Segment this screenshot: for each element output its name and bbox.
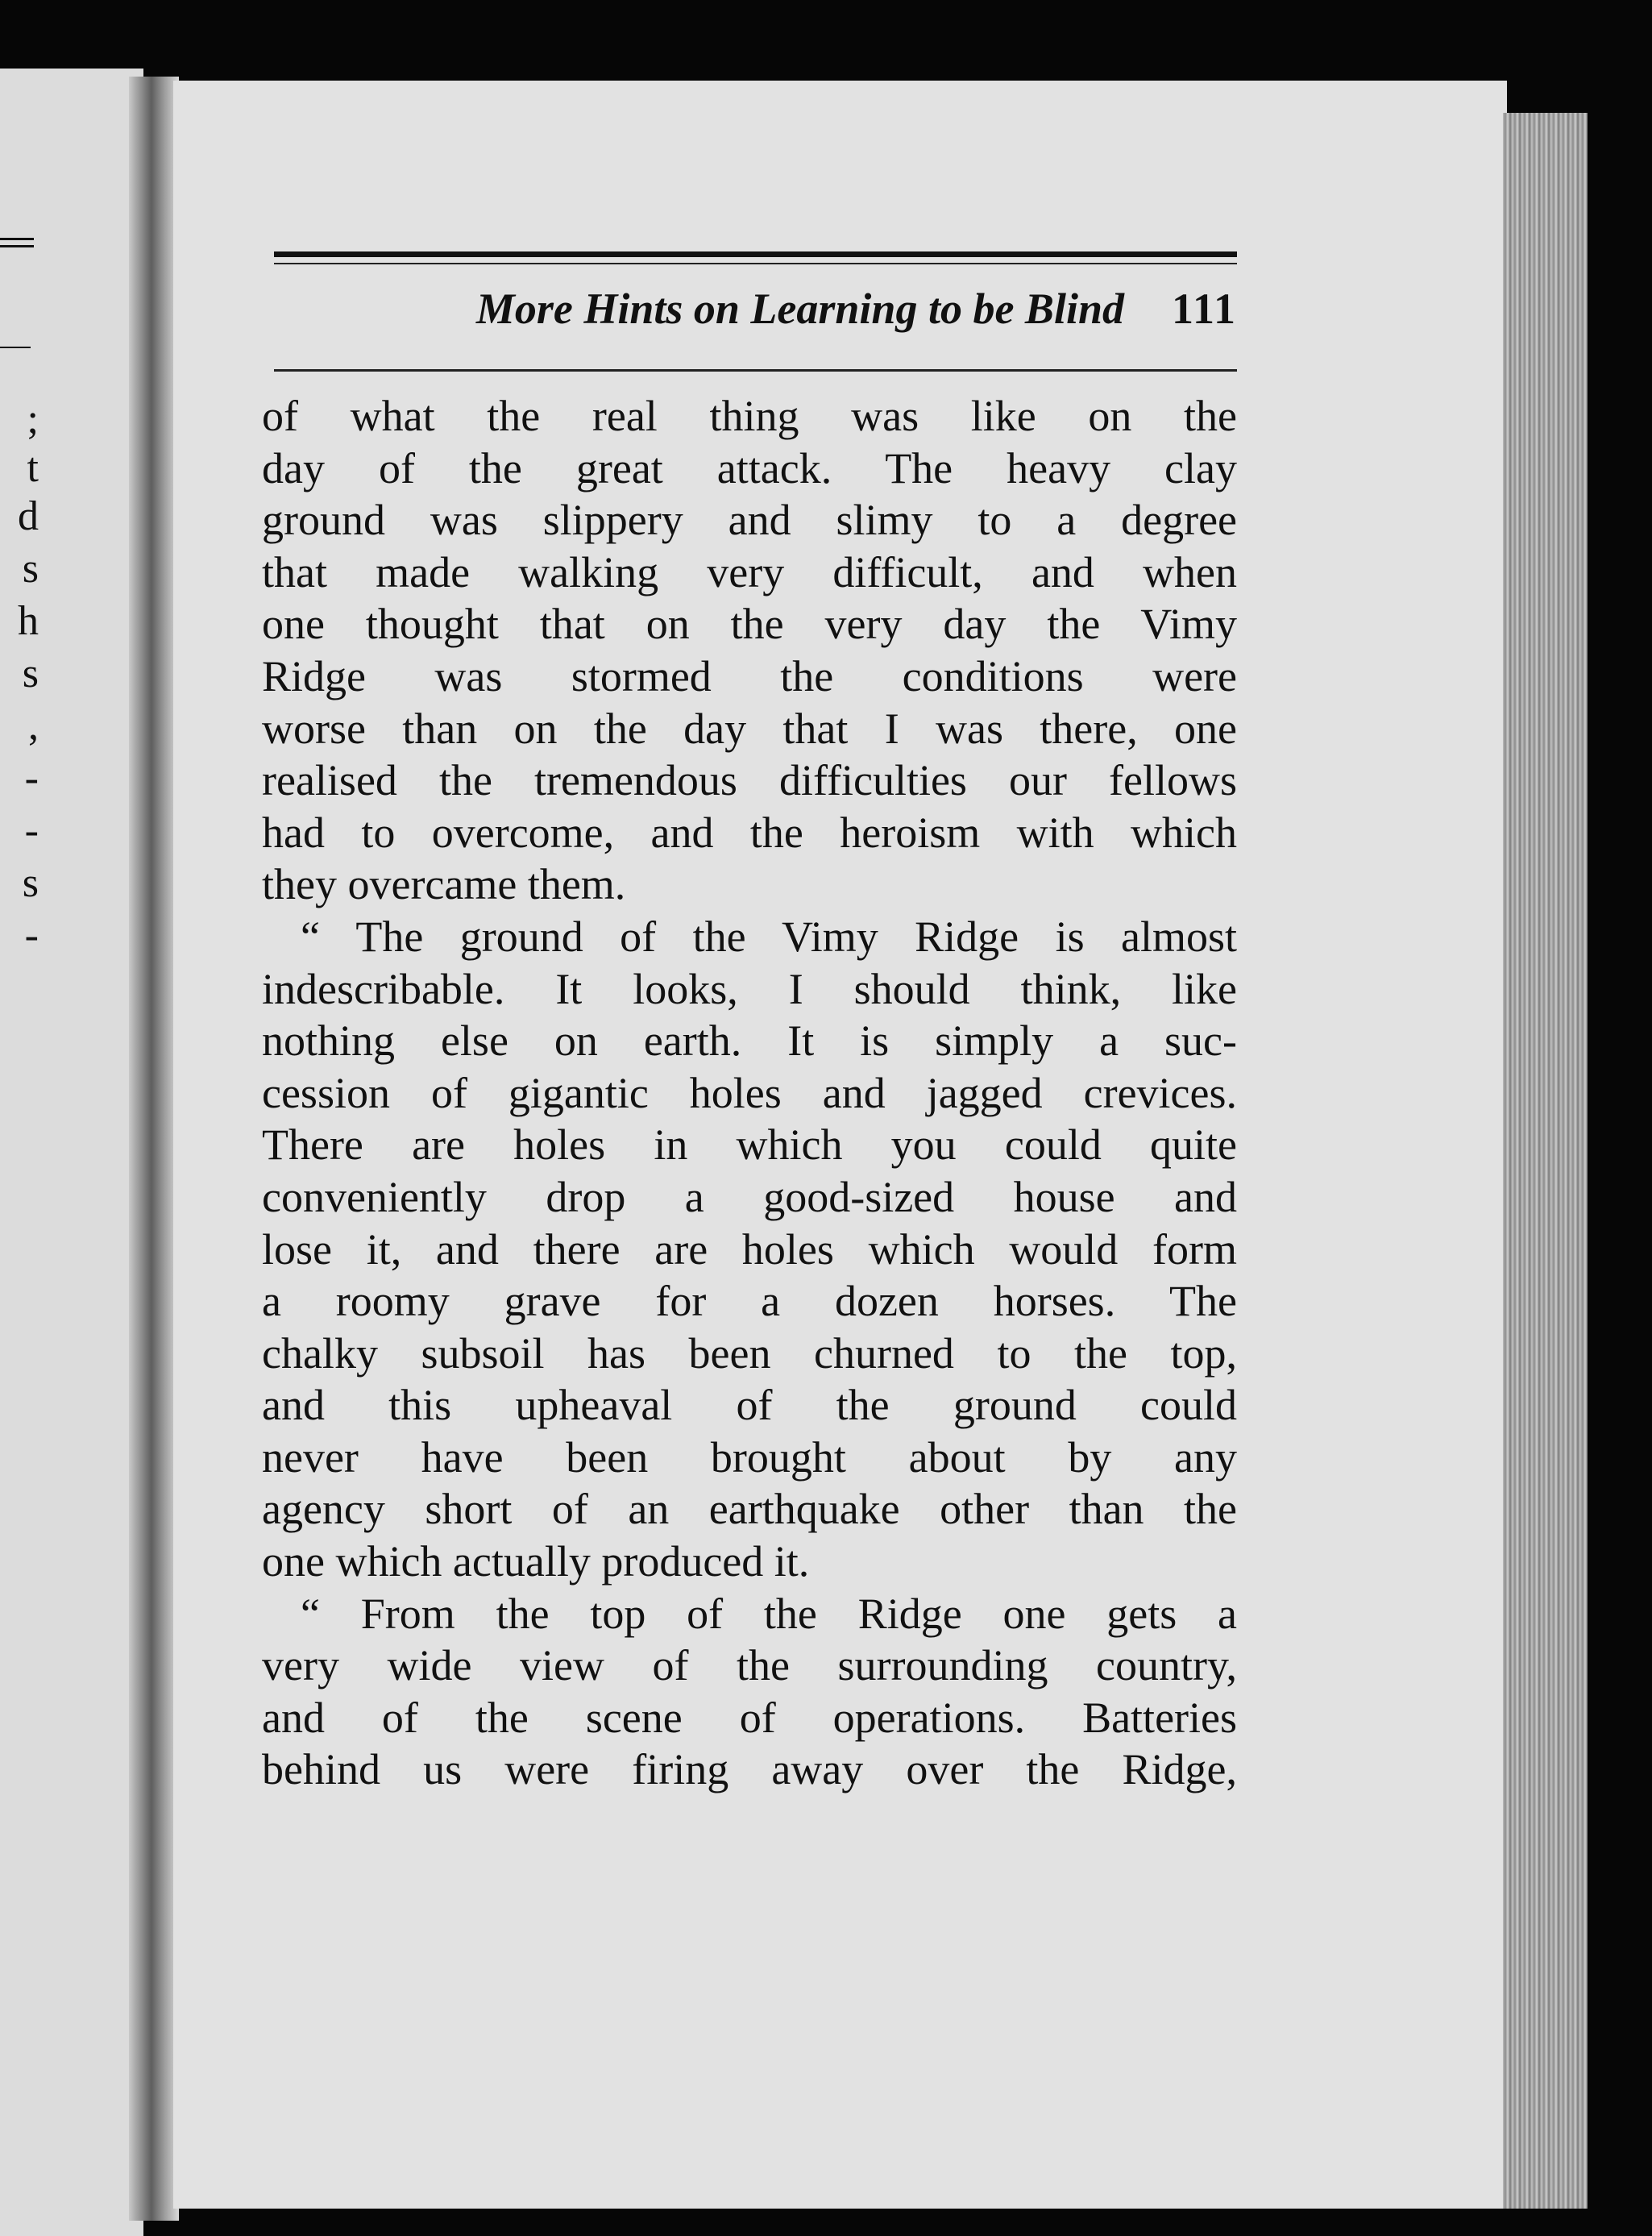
- left-page-fragment: ,: [28, 703, 39, 749]
- text-line: ground was slippery and slimy to a degree: [262, 496, 1237, 545]
- text-line: conveniently drop a good-sized house and: [262, 1172, 1237, 1221]
- left-page-fragment: -: [24, 912, 39, 958]
- text-line: agency short of an earthquake other than the: [262, 1485, 1237, 1534]
- left-page-fragment: d: [18, 493, 39, 539]
- left-page-rule: [0, 245, 34, 247]
- text-line: Ridge was stormed the conditions were: [262, 651, 1237, 700]
- text-line: nothing else on earth. It is simply a suc-: [262, 1016, 1237, 1066]
- text-line: cession of gigantic holes and jagged crevices.: [262, 1068, 1237, 1117]
- text-line: one thought that on the very day the Vimy: [262, 600, 1237, 649]
- text-line: that made walking very difficult, and when: [262, 547, 1237, 596]
- text-line: “ The ground of the Vimy Ridge is almost: [301, 912, 1237, 961]
- text-line: never have been brought about by any: [262, 1432, 1237, 1482]
- left-page-fragment: s: [22, 650, 39, 696]
- left-page-fragment: ;: [27, 397, 39, 443]
- body-text: [262, 390, 1237, 1796]
- text-line: of what the real thing was like on the: [262, 392, 1237, 440]
- text-line: very wide view of the surrounding country,: [262, 1641, 1237, 1690]
- text-line: indescribable. It looks, I should think, like: [262, 964, 1237, 1013]
- previous-page-edge: [0, 69, 143, 2236]
- header-rule-thick: [274, 251, 1237, 257]
- text-line: There are holes in which you could quite: [262, 1120, 1237, 1170]
- text-line: and of the scene of operations. Batteries: [262, 1693, 1237, 1742]
- text-line: and this upheaval of the ground could: [262, 1381, 1237, 1430]
- page-stack-edge: [1503, 113, 1588, 2209]
- left-page-fragment: h: [18, 598, 39, 644]
- text-line: they overcame them.: [262, 860, 626, 909]
- text-line: realised the tremendous difficulties our fellows: [262, 756, 1237, 805]
- header-underline: [274, 369, 1237, 372]
- text-line: chalky subsoil has been churned to the top,: [262, 1328, 1237, 1378]
- text-line: a roomy grave for a dozen horses. The: [262, 1277, 1237, 1326]
- page-number: 111: [1171, 285, 1237, 333]
- header-rule-thin: [274, 263, 1237, 264]
- text-line: worse than on the day that I was there, one: [262, 704, 1237, 753]
- text-line: behind us were firing away over the Ridge,: [262, 1745, 1237, 1794]
- text-line: had to overcome, and the heroism with which: [262, 808, 1237, 857]
- left-page-fragment: s: [22, 546, 39, 592]
- text-line: “ From the top of the Ridge one gets a: [301, 1589, 1237, 1638]
- left-page-rule: [0, 238, 34, 240]
- running-header: [274, 284, 1237, 348]
- left-page-fragment: -: [24, 755, 39, 801]
- left-page-fragment: t: [27, 445, 39, 491]
- left-page-fragment: s: [22, 860, 39, 906]
- running-title: More Hints on Learning to be Blind: [475, 285, 1124, 333]
- text-line: one which actually produced it.: [262, 1537, 810, 1586]
- book-gutter: [129, 77, 179, 2221]
- text-line: lose it, and there are holes which would form: [262, 1224, 1237, 1274]
- text-line: day of the great attack. The heavy clay: [262, 443, 1237, 493]
- left-page-fragment: -: [24, 808, 39, 854]
- left-page-rule: [0, 347, 31, 348]
